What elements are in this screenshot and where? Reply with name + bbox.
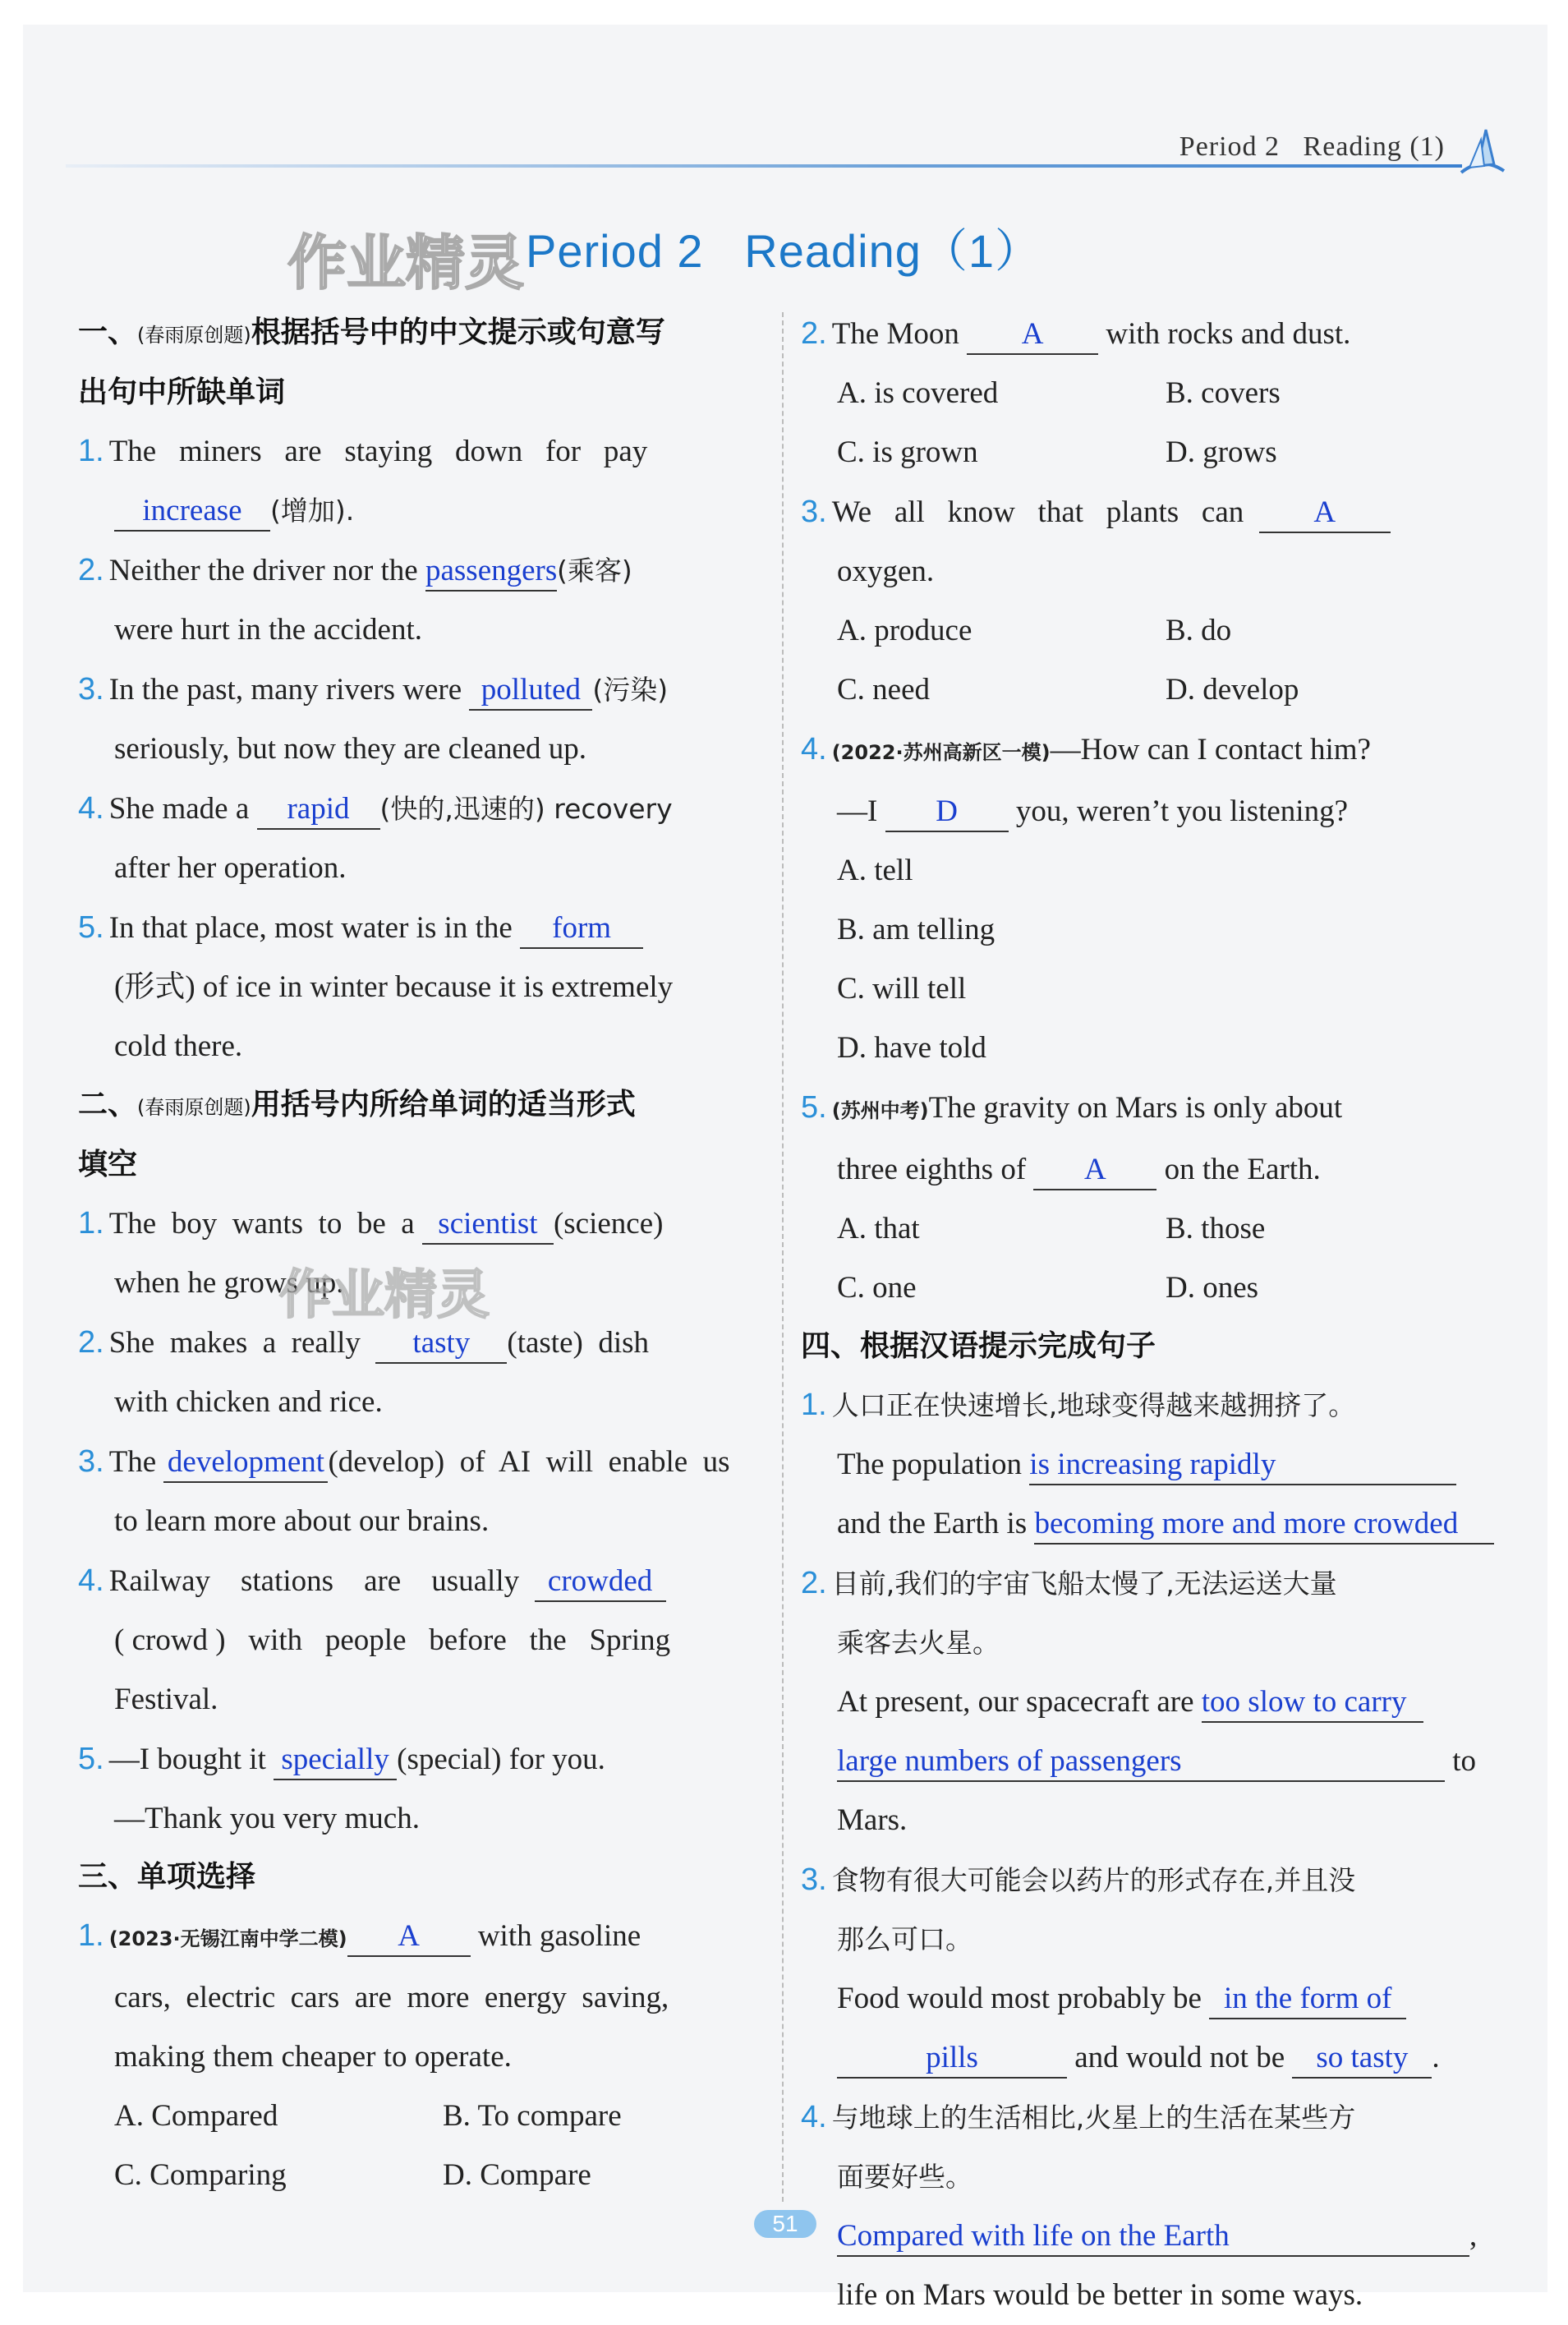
s3-q2: 2. The Moon A with rocks and dust.: [801, 304, 1507, 364]
s1-q4-cont: after her operation.: [114, 851, 347, 885]
s1-q3: 3. In the past, many rivers were polluted (污染): [78, 660, 768, 720]
sail-logo-icon: [1453, 123, 1511, 181]
s3-q4: 4. (2022·苏州高新区一模)—How can I contact him?: [801, 732, 1371, 767]
s3-q1: 1. (2023·无锡江南中学二模) A with gasoline: [78, 1906, 768, 1968]
s2-q4: 4. Railway stations are usually crowded: [78, 1551, 768, 1611]
answer: rapid: [287, 792, 350, 826]
section-1-heading: 一、(春雨原创题)根据括号中的中文提示或句意写: [78, 315, 665, 349]
s2-q1: 1. The boy wants to be a scientist (science): [78, 1194, 768, 1254]
option-b: B. those: [1166, 1212, 1266, 1245]
section-2-heading-cont: 填空: [78, 1148, 138, 1181]
section-1-heading-cont: 出句中所缺单词: [78, 375, 286, 409]
s3-q3-opts2: [801, 661, 1507, 720]
s3-q1-cont2: making them cheaper to operate.: [114, 2040, 512, 2074]
option-a: A. tell: [837, 854, 913, 887]
answer: increase: [142, 494, 242, 527]
s1-q2: 2. Neither the driver nor the passengers(乘客): [78, 541, 768, 601]
answer: polluted: [481, 673, 582, 707]
s4-q3: 3. 食物有很大可能会以药片的形式存在,并且没: [801, 1862, 1356, 1897]
s4-q2-cont: At present, our spacecraft are too slow to carry: [801, 1673, 1507, 1732]
watermark-logo-2: 作业精灵: [279, 1265, 490, 1326]
answer: A: [1313, 495, 1336, 529]
option-d: D. develop: [1166, 673, 1299, 707]
s2-q2-cont: with chicken and rice.: [114, 1385, 383, 1419]
s1-q1: 1. The miners are staying down for pay: [78, 434, 648, 468]
s3-q3-cont: oxygen.: [837, 555, 935, 588]
s4-q2-cn2: 乘客去火星。: [837, 1627, 1000, 1659]
s3-q5-opts2: [801, 1259, 1507, 1318]
option-a: A. produce: [837, 614, 973, 647]
answer: form: [552, 911, 612, 945]
s2-q1-cont: when he grows up.: [114, 1266, 344, 1300]
answer: is increasing rapidly: [1029, 1448, 1276, 1481]
option-d: D. ones: [1166, 1271, 1259, 1305]
answer: tasty: [412, 1326, 471, 1360]
option-c: C. will tell: [837, 972, 967, 1006]
page-title: Period 2 Reading（1）: [526, 225, 1042, 277]
s1-q4: 4. She made a rapid (快的,迅速的) recovery: [78, 779, 768, 839]
answer: D: [936, 794, 958, 828]
option-b: B. am telling: [837, 913, 996, 946]
option-c: C. one: [837, 1271, 917, 1305]
section-3-heading: 三、单项选择: [78, 1860, 256, 1894]
s3-q5-opts1: [801, 1199, 1507, 1259]
s4-q4-cont2: life on Mars would be better in some ways.: [837, 2278, 1363, 2312]
option-d: D. grows: [1166, 435, 1277, 469]
s3-q1-opts1: [78, 2087, 768, 2146]
s4-q2: 2. 目前,我们的宇宙飞船太慢了,无法运送大量: [801, 1566, 1337, 1600]
s1-q5-cont: (形式) of ice in winter because it is extremely: [114, 970, 674, 1004]
answer: A: [398, 1919, 420, 1953]
option-b: B. do: [1166, 614, 1232, 647]
s4-q1-cont2: and the Earth is becoming more and more crowded: [801, 1494, 1507, 1554]
s2-q4-cont2: Festival.: [114, 1683, 218, 1716]
s4-q3-cont: Food would most probably be in the form of: [801, 1969, 1507, 2028]
s2-q3: 3. The development (develop) of AI will enable us: [78, 1432, 768, 1492]
option-b: B. covers: [1166, 376, 1281, 410]
s4-q3-cn2: 那么可口。: [837, 1923, 973, 1955]
option-c: C. is grown: [837, 435, 978, 469]
option-a: A. that: [837, 1212, 920, 1245]
answer: crowded: [547, 1564, 653, 1598]
section-2-heading: 二、(春雨原创题)用括号内所给单词的适当形式: [78, 1088, 636, 1121]
s1-q1-cont: increase (增加).: [78, 481, 768, 541]
answer: so tasty: [1316, 2041, 1409, 2074]
answer: scientist: [438, 1207, 538, 1241]
s4-q4-cont: Compared with life on the Earth ,: [801, 2207, 1507, 2266]
s4-q4: 4. 与地球上的生活相比,火星上的生活在某些方: [801, 2100, 1356, 2134]
option-c: C. need: [837, 673, 931, 707]
s3-q1-opts2: [78, 2146, 768, 2205]
answer: too slow to carry: [1201, 1685, 1407, 1719]
answer: A: [1084, 1153, 1106, 1186]
s3-q2-opts2: [801, 423, 1507, 482]
s3-q2-opts1: [801, 364, 1507, 423]
s2-q2: 2. She makes a really tasty (taste) dish: [78, 1313, 768, 1373]
answer: pills: [926, 2041, 978, 2074]
answer: in the form of: [1223, 1982, 1392, 2015]
s3-q1-cont: cars, electric cars are more energy saving,: [114, 1981, 669, 2014]
option-d: D. Compare: [443, 2158, 591, 2192]
s1-q5-cont2: cold there.: [114, 1029, 243, 1063]
s4-q2-cont2: large numbers of passengers to: [801, 1732, 1507, 1791]
s1-q3-cont: seriously, but now they are cleaned up.: [114, 732, 587, 766]
column-divider: [782, 312, 784, 2202]
option-b: B. To compare: [443, 2099, 622, 2133]
option-d: D. have told: [837, 1031, 986, 1065]
s2-q5-cont: —Thank you very much.: [114, 1802, 420, 1835]
answer: specially: [281, 1743, 389, 1776]
s4-q1: 1. 人口正在快速增长,地球变得越来越拥挤了。: [801, 1388, 1356, 1422]
answer: becoming more and more crowded: [1034, 1507, 1459, 1540]
option-a: A. Compared: [114, 2099, 278, 2133]
answer: A: [1021, 317, 1044, 351]
answer: large numbers of passengers: [837, 1744, 1182, 1778]
page-number: 51: [754, 2210, 816, 2238]
s2-q5: 5. —I bought it specially (special) for you.: [78, 1729, 768, 1789]
s1-q5: 5. In that place, most water is in the form: [78, 898, 768, 958]
s3-q3: 3. We all know that plants can A: [801, 482, 1507, 542]
s3-q5: 5. (苏州中考)The gravity on Mars is only about: [801, 1090, 1343, 1125]
answer: Compared with life on the Earth: [837, 2219, 1230, 2253]
option-a: A. is covered: [837, 376, 999, 410]
s2-q3-cont: to learn more about our brains.: [114, 1504, 490, 1538]
s3-q4-cont: —I D you, weren’t you listening?: [801, 782, 1507, 841]
s3-q3-opts1: [801, 601, 1507, 661]
s4-q2-cont3: Mars.: [837, 1803, 908, 1837]
section-4-heading: 四、根据汉语提示完成句子: [801, 1329, 1156, 1363]
right-column: [801, 304, 1507, 2325]
s2-q4-cont: ( crowd ) with people before the Spring: [114, 1623, 671, 1657]
answer: development: [167, 1445, 325, 1479]
answer: passengers: [425, 554, 558, 587]
s4-q1-cont: The population is increasing rapidly: [801, 1435, 1507, 1494]
header-rule: [66, 164, 1462, 168]
s4-q3-cont2: pills and would not be so tasty .: [801, 2028, 1507, 2088]
watermark-logo: 作业精灵: [287, 228, 525, 297]
s4-q4-cn2: 面要好些。: [837, 2161, 973, 2193]
running-title: Period 2 Reading (1): [1179, 131, 1445, 162]
s3-q5-cont: three eighths of A on the Earth.: [801, 1140, 1507, 1199]
option-c: C. Comparing: [114, 2158, 287, 2192]
s1-q2-cont: were hurt in the accident.: [114, 613, 422, 647]
